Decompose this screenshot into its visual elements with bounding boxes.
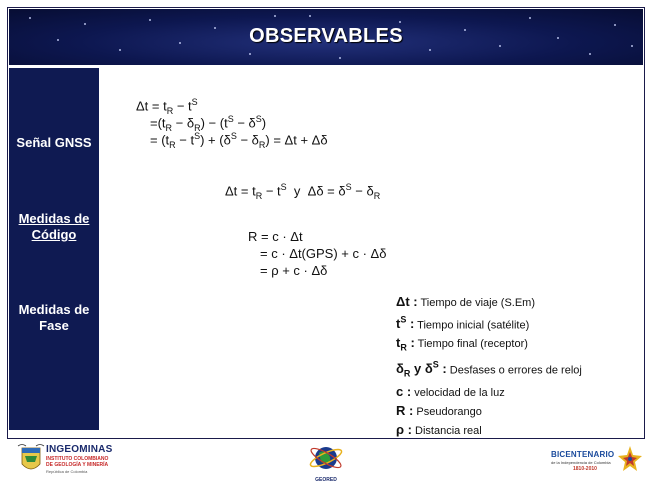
- ingeominas-logo-line1: INSTITUTO COLOMBIANO: [46, 456, 109, 462]
- globe-icon: [306, 441, 346, 479]
- legend-row: c : velocidad de la luz: [396, 383, 505, 399]
- legend-row: R : Pseudorango: [396, 402, 482, 418]
- sidebar-item-senal-gnss: [9, 135, 99, 151]
- equation-delta-t: $\Delta t = t_R - t^S$: [136, 97, 198, 116]
- ingeominas-logo-line2: DE GEOLOGÍA Y MINERÍA: [46, 462, 109, 468]
- legend-row: Δt : Tiempo de viaje (S.Em): [396, 294, 535, 309]
- equation-pseudorange: R = c · Δt: [248, 229, 303, 244]
- legend-row: $t_R$ : Tiempo final (receptor): [396, 335, 528, 353]
- sidebar-item-medidas-fase: [9, 302, 99, 334]
- equation-pseudorange-result: = ρ + c · Δδ: [260, 263, 328, 278]
- sidebar-item-label: Medidas de: [18, 211, 90, 226]
- bicentenario-logo-line1: de la Independencia de Colombia: [551, 460, 611, 465]
- ingeominas-logo-name: INGEOMINAS: [46, 444, 113, 455]
- slide-title: OBSERVABLES: [249, 25, 403, 47]
- sidebar-item-label: Código: [31, 227, 77, 242]
- geored-logo-name: GEORED: [315, 477, 337, 483]
- equation-expansion: $=(t_R - \delta_R) - (t^S - \delta^S)$: [150, 114, 267, 133]
- bicentenario-logo: [551, 442, 643, 480]
- sidebar-item-label: Señal GNSS: [16, 135, 92, 150]
- symbol-legend: [396, 293, 636, 440]
- sidebar-item-label: Fase: [39, 318, 69, 333]
- title-banner: [9, 9, 643, 65]
- equation-definitions: $\Delta t = t_R - t^S$ y $\Delta\delta = \delta^S - \delta_R$: [225, 182, 381, 201]
- sidebar-item-medidas-codigo[interactable]: [9, 211, 99, 243]
- ingeominas-logo-line3: República de Colombia: [46, 469, 88, 474]
- legend-row: $\delta_R$ y $\delta^S$ : Desfases o errores de reloj: [396, 359, 582, 379]
- sidebar: [9, 68, 99, 430]
- sidebar-item-label: Medidas de: [18, 302, 90, 317]
- geored-logo: [306, 441, 346, 485]
- legend-row: $t^S$ : Tiempo inicial (satélite): [396, 315, 530, 332]
- bicentenario-logo-name: BICENTENARIO: [551, 450, 615, 459]
- bicentenario-logo-years: 1810-2010: [573, 466, 597, 472]
- legend-row: ρ : Distancia real: [396, 421, 482, 437]
- equation-result: = $(t_R - t^S) + (\delta^S - \delta_R) = \Delta t + \Delta\delta$: [150, 131, 328, 150]
- bicentenario-star-icon: [617, 444, 643, 478]
- equation-pseudorange-expansion: = c · Δt(GPS) + c · Δδ: [260, 246, 387, 261]
- ingeominas-logo: [16, 442, 126, 480]
